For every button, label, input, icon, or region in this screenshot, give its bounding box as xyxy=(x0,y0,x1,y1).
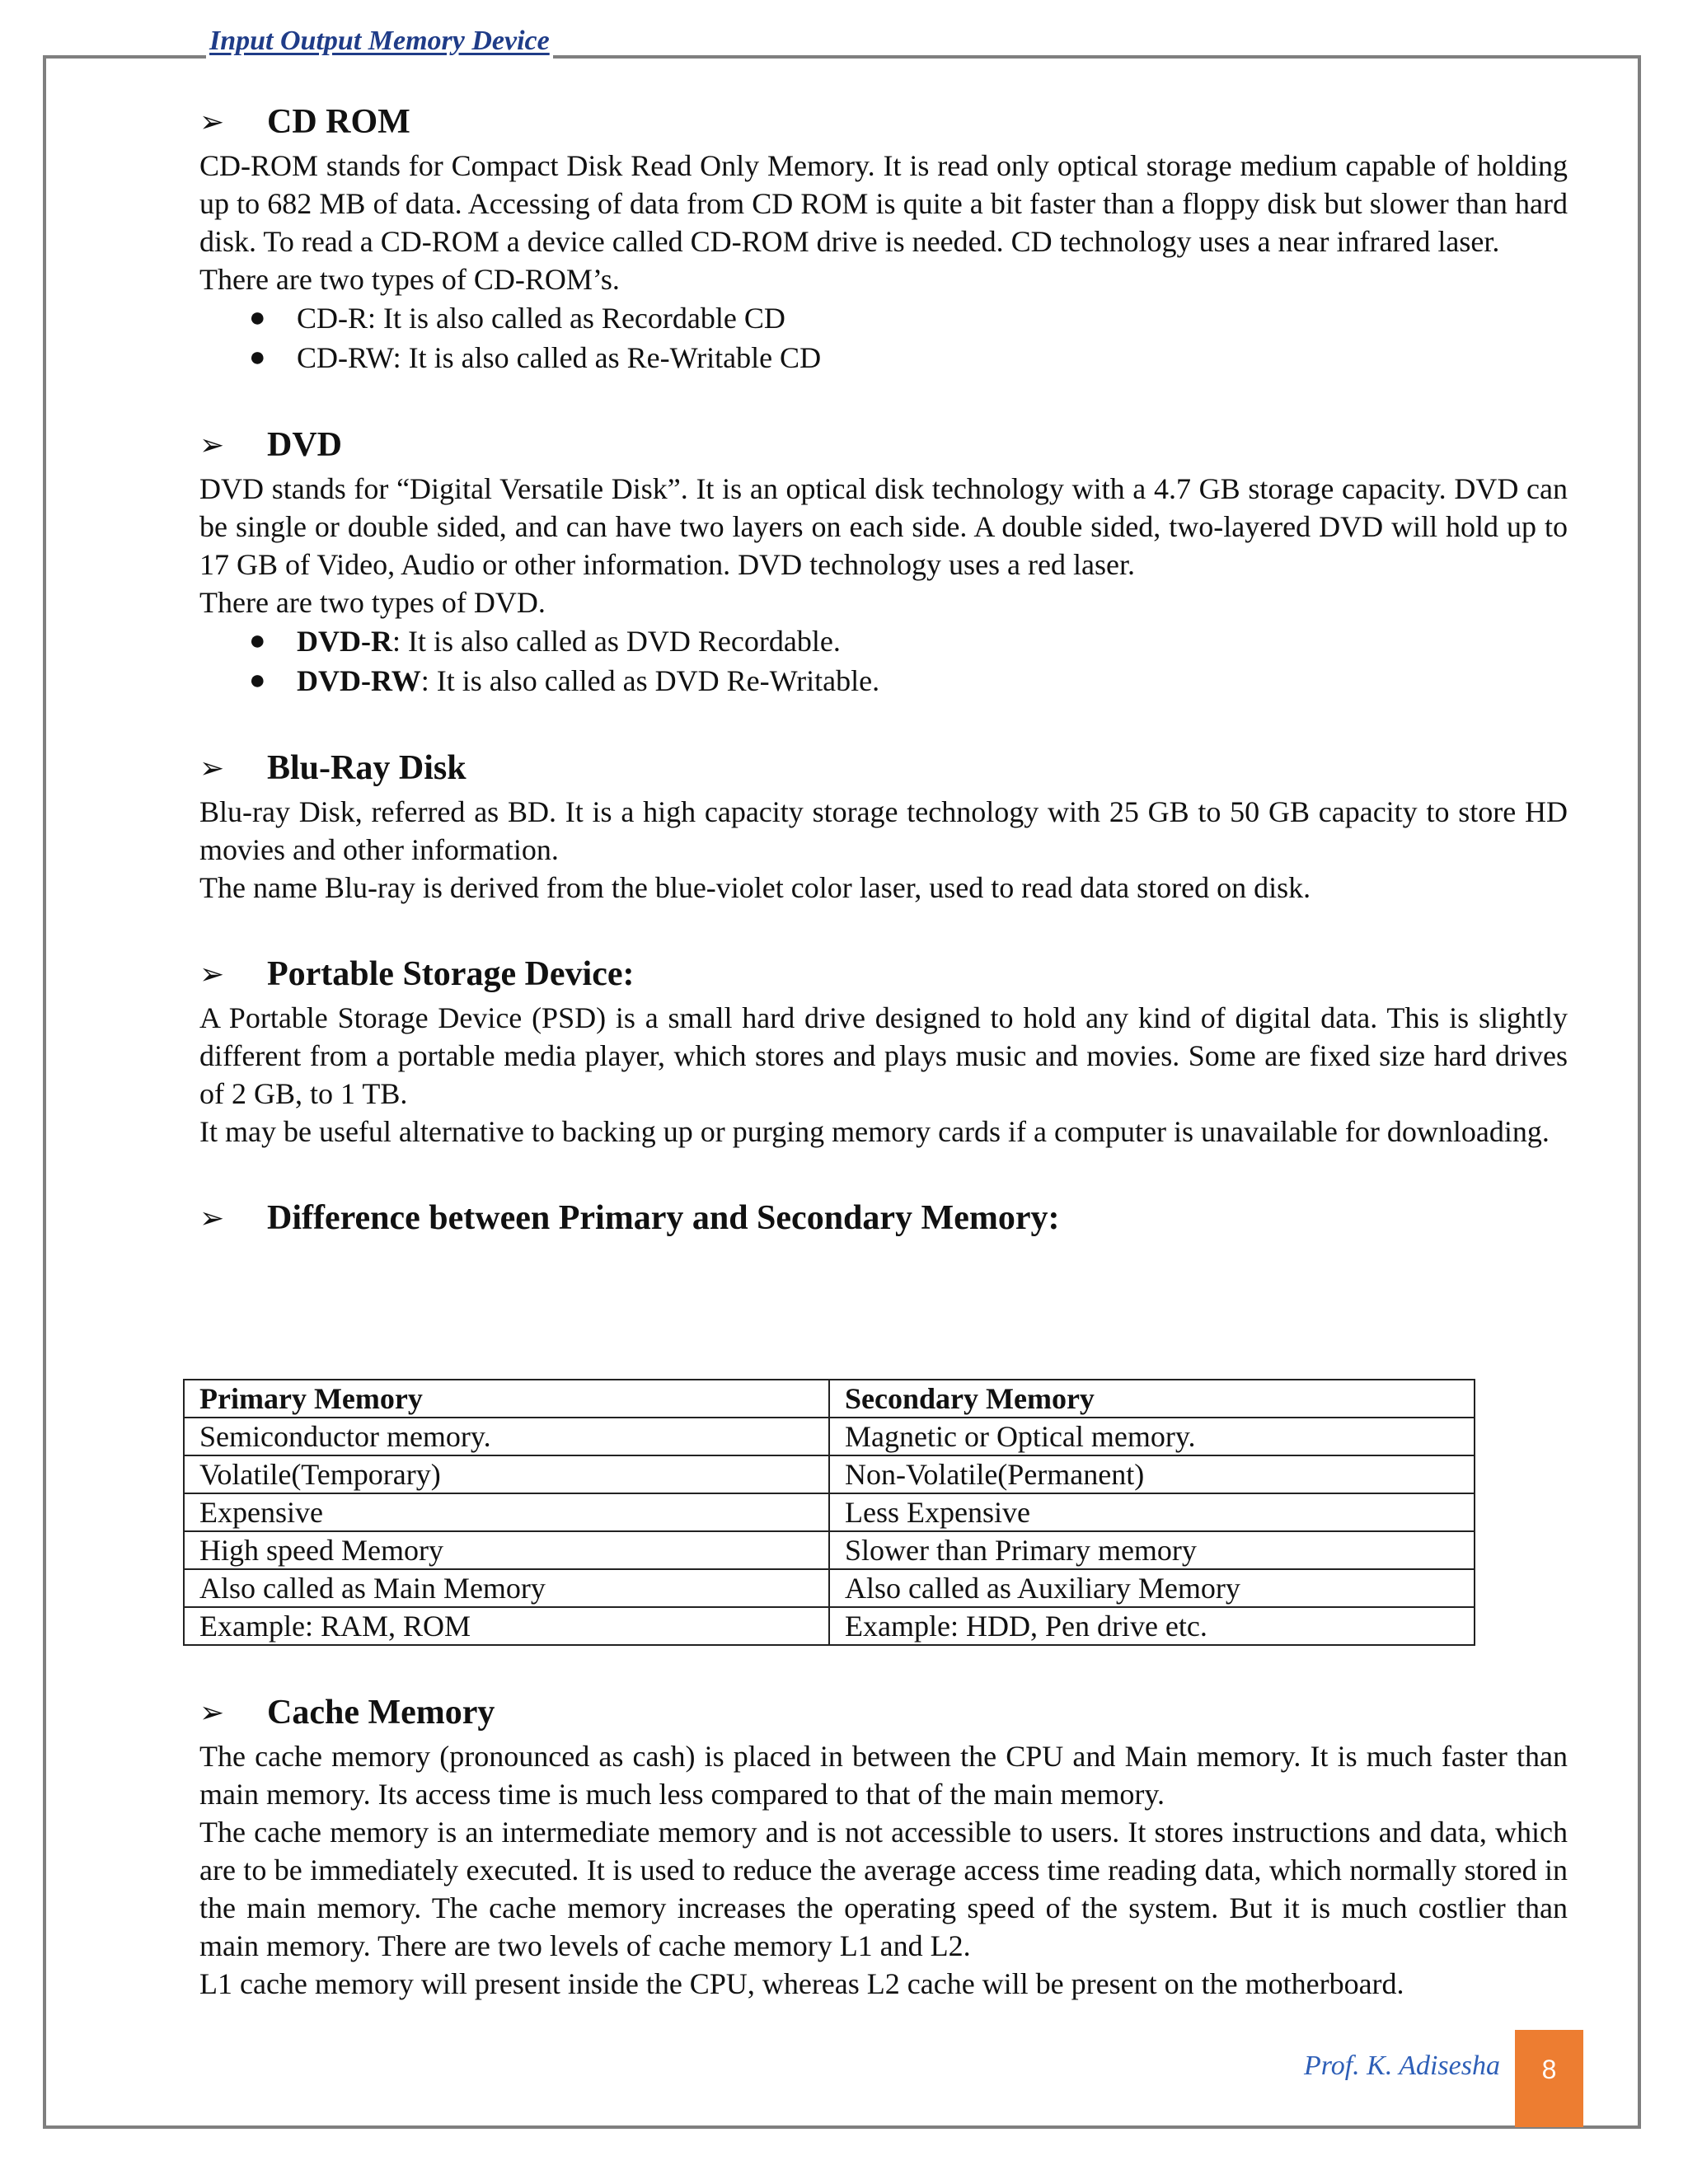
bullet-list xyxy=(199,621,1568,701)
table-cell: Example: RAM, ROM xyxy=(184,1607,829,1645)
heading-text: DVD xyxy=(267,426,342,464)
paragraph: L1 cache memory will present inside the CPU, whereas L2 cache will be present on the motherboard. xyxy=(199,1967,1404,2000)
paragraph: There are two types of DVD. xyxy=(199,586,546,619)
table-cell: Also called as Auxiliary Memory xyxy=(829,1569,1475,1607)
table-cell: Slower than Primary memory xyxy=(829,1531,1475,1569)
arrow-bullet-icon: ➢ xyxy=(199,105,225,138)
footer-author: Prof. K. Adisesha xyxy=(1303,2050,1500,2081)
cache-content xyxy=(199,1688,1568,2003)
page-content xyxy=(199,97,1568,1243)
arrow-bullet-icon: ➢ xyxy=(199,752,225,785)
section-heading xyxy=(199,1688,1568,1737)
list-item-text: CD-RW: It is also called as Re-Writable CD xyxy=(297,341,822,374)
table-cell: Volatile(Temporary) xyxy=(184,1455,829,1493)
bullet-dot-icon: ● xyxy=(249,626,266,656)
paragraph: The cache memory (pronounced as cash) is placed in between the CPU and Main memory. It is much faster than main memory. Its access time is much less compared to that of the main memory. xyxy=(199,1740,1568,1811)
table-header-cell: Primary Memory xyxy=(184,1380,829,1418)
table-cell: Less Expensive xyxy=(829,1493,1475,1531)
arrow-bullet-icon: ➢ xyxy=(199,1202,225,1235)
list-item xyxy=(249,338,1568,377)
table-row xyxy=(184,1455,1475,1493)
list-item-text: : It is also called as DVD Recordable. xyxy=(392,625,841,658)
heading-text: Blu-Ray Disk xyxy=(267,749,467,787)
paragraph: There are two types of CD-ROM’s. xyxy=(199,263,620,296)
section-heading xyxy=(199,949,1568,999)
section-portable-storage xyxy=(199,949,1568,1151)
arrow-bullet-icon: ➢ xyxy=(199,958,225,991)
section-cd-rom xyxy=(199,97,1568,377)
paragraph: It may be useful alternative to backing up or purging memory cards if a computer is unavailable for downloading. xyxy=(199,1115,1550,1148)
section-dvd xyxy=(199,420,1568,701)
heading-text: Difference between Primary and Secondary Memory: xyxy=(267,1199,1060,1237)
paragraph: The name Blu-ray is derived from the blue-violet color laser, used to read data stored on disk. xyxy=(199,871,1311,904)
bullet-dot-icon: ● xyxy=(249,665,266,696)
page-number-badge: 8 xyxy=(1515,2030,1583,2127)
heading-text: CD ROM xyxy=(267,103,410,141)
table-cell: Non-Volatile(Permanent) xyxy=(829,1455,1475,1493)
paragraph: A Portable Storage Device (PSD) is a small hard drive designed to hold any kind of digital data. This is slightly different from a portable media player, which stores and plays music and movies. Some are fixed size hard drives of 2 GB, to 1 TB. xyxy=(199,1001,1568,1110)
section-heading xyxy=(199,420,1568,470)
section-cache-memory xyxy=(199,1688,1568,2003)
table-cell: Semiconductor memory. xyxy=(184,1418,829,1455)
list-item-term: DVD-R xyxy=(297,625,392,658)
arrow-bullet-icon: ➢ xyxy=(199,1696,225,1729)
table-cell: High speed Memory xyxy=(184,1531,829,1569)
heading-text: Portable Storage Device: xyxy=(267,955,635,993)
table-cell: Also called as Main Memory xyxy=(184,1569,829,1607)
section-heading xyxy=(199,1193,1568,1243)
paragraph: Blu-ray Disk, referred as BD. It is a high capacity storage technology with 25 GB to 50 GB capacity to store HD movies and other information. xyxy=(199,795,1568,866)
table-header-cell: Secondary Memory xyxy=(829,1380,1475,1418)
list-item xyxy=(249,661,1568,701)
paragraph: The cache memory is an intermediate memory and is not accessible to users. It stores instructions and data, which are to be immediately executed. It is used to reduce the average access time reading data, which normally stored in the main memory. The cache memory increases the operating speed of the system. But it is much costlier than main memory. There are two levels of cache memory L1 and L2. xyxy=(199,1816,1568,1962)
list-item xyxy=(249,298,1568,338)
table-cell: Example: HDD, Pen drive etc. xyxy=(829,1607,1475,1645)
table-row xyxy=(184,1607,1475,1645)
table-row xyxy=(184,1418,1475,1455)
paragraph: CD-ROM stands for Compact Disk Read Only Memory. It is read only optical storage medium capable of holding up to 682 MB of data. Accessing of data from CD ROM is quite a bit faster than a floppy disk but slower than hard disk. To read a CD-ROM a device called CD-ROM drive is needed. CD technology uses a near infrared laser. xyxy=(199,149,1568,258)
list-item-term: DVD-RW xyxy=(297,664,421,697)
list-item-text: CD-R: It is also called as Recordable CD xyxy=(297,302,785,335)
bullet-list xyxy=(199,298,1568,377)
arrow-bullet-icon: ➢ xyxy=(199,429,225,462)
section-heading xyxy=(199,97,1568,147)
section-memory-difference xyxy=(199,1193,1568,1243)
table-row xyxy=(184,1531,1475,1569)
table-row xyxy=(184,1493,1475,1531)
paragraph: DVD stands for “Digital Versatile Disk”. It is an optical disk technology with a 4.7 GB storage capacity. DVD can be single or double sided, and can have two layers on each side. A double sided, two-layered DVD will hold up to 17 GB of Video, Audio or other information. DVD technology uses a red laser. xyxy=(199,472,1568,581)
list-item xyxy=(249,621,1568,661)
list-item-text: : It is also called as DVD Re-Writable. xyxy=(420,664,880,697)
heading-text: Cache Memory xyxy=(267,1694,495,1732)
table-header-row xyxy=(184,1380,1475,1418)
bullet-dot-icon: ● xyxy=(249,342,266,373)
section-heading xyxy=(199,743,1568,793)
document-header-title: Input Output Memory Device xyxy=(206,23,553,59)
table-cell: Expensive xyxy=(184,1493,829,1531)
section-blu-ray xyxy=(199,743,1568,907)
bullet-dot-icon: ● xyxy=(249,302,266,333)
table-cell: Magnetic or Optical memory. xyxy=(829,1418,1475,1455)
memory-comparison-table xyxy=(183,1379,1475,1646)
table-row xyxy=(184,1569,1475,1607)
